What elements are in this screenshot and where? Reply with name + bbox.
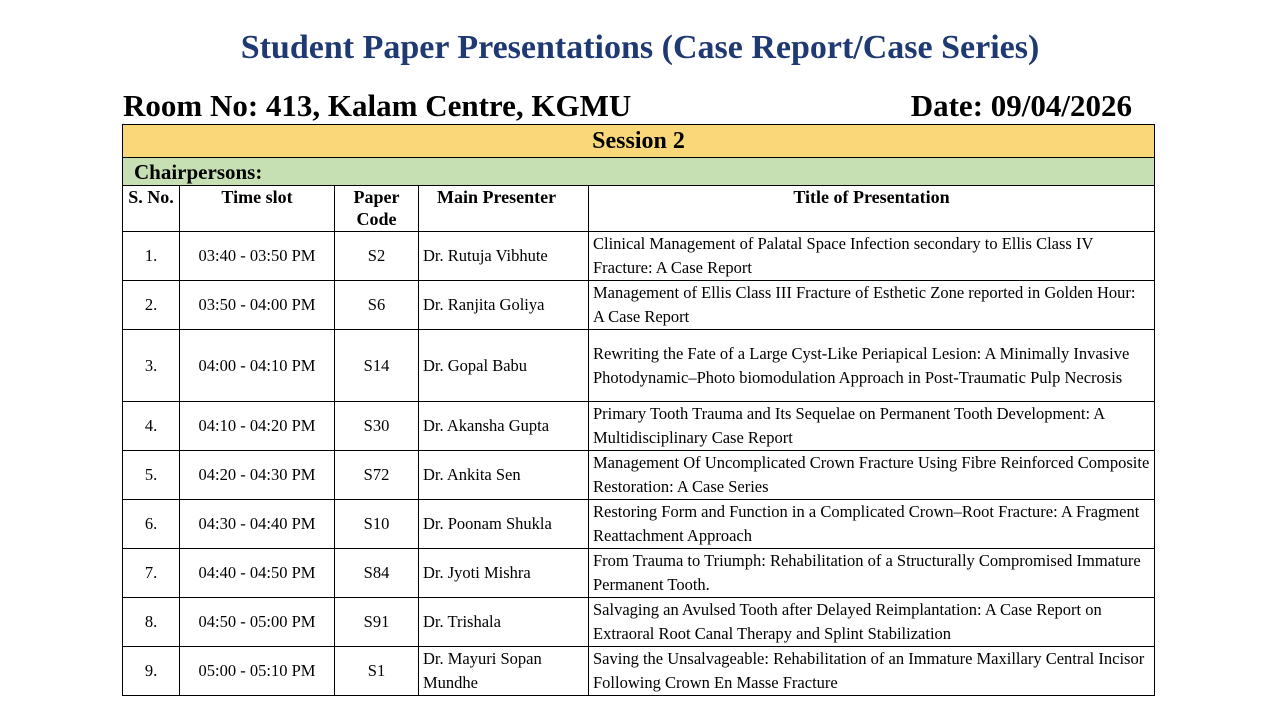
page-title: Student Paper Presentations (Case Report/Case Series) xyxy=(240,29,1040,66)
row-time: 04:20 - 04:30 PM xyxy=(180,451,335,500)
header-sno: S. No. xyxy=(123,186,180,232)
table-row xyxy=(123,451,1155,500)
table-row xyxy=(123,549,1155,598)
row-presenter: Dr. Mayuri Sopan Mundhe xyxy=(419,647,589,696)
row-sno: 3. xyxy=(123,330,180,402)
row-title: Clinical Management of Palatal Space Infection secondary to Ellis Class IV Fracture: A Case Report xyxy=(589,232,1155,281)
row-title: Management of Ellis Class III Fracture of Esthetic Zone reported in Golden Hour: A Case Report xyxy=(589,281,1155,330)
row-title: Rewriting the Fate of a Large Cyst-Like Periapical Lesion: A Minimally Invasive Photodynamic–Photo biomodulation Approach in Post-Traumatic Pulp Necrosis xyxy=(589,330,1155,402)
row-title: Management Of Uncomplicated Crown Fracture Using Fibre Reinforced Composite Restoration: A Case Series xyxy=(589,451,1155,500)
row-code: S30 xyxy=(335,402,419,451)
chairpersons-label: Chairpersons: xyxy=(123,158,1155,186)
header-presenter: Main Presenter xyxy=(419,186,589,232)
row-time: 05:00 - 05:10 PM xyxy=(180,647,335,696)
row-code: S2 xyxy=(335,232,419,281)
row-title: Saving the Unsalvageable: Rehabilitation of an Immature Maxillary Central Incisor Following Crown En Masse Fracture xyxy=(589,647,1155,696)
row-presenter: Dr. Trishala xyxy=(419,598,589,647)
row-presenter: Dr. Gopal Babu xyxy=(419,330,589,402)
row-code: S14 xyxy=(335,330,419,402)
row-sno: 9. xyxy=(123,647,180,696)
row-sno: 7. xyxy=(123,549,180,598)
row-time: 04:30 - 04:40 PM xyxy=(180,500,335,549)
row-presenter: Dr. Jyoti Mishra xyxy=(419,549,589,598)
row-title: Primary Tooth Trauma and Its Sequelae on Permanent Tooth Development: A Multidisciplinary Case Report xyxy=(589,402,1155,451)
row-sno: 5. xyxy=(123,451,180,500)
row-code: S72 xyxy=(335,451,419,500)
table-row xyxy=(123,281,1155,330)
session-row xyxy=(123,125,1155,158)
table-row xyxy=(123,647,1155,696)
row-presenter: Dr. Rutuja Vibhute xyxy=(419,232,589,281)
row-presenter: Dr. Akansha Gupta xyxy=(419,402,589,451)
row-sno: 4. xyxy=(123,402,180,451)
session-title: Session 2 xyxy=(123,125,1155,158)
schedule-table xyxy=(122,124,1155,696)
row-presenter: Dr. Ankita Sen xyxy=(419,451,589,500)
row-time: 04:00 - 04:10 PM xyxy=(180,330,335,402)
row-presenter: Dr. Ranjita Goliya xyxy=(419,281,589,330)
header-code: Paper Code xyxy=(335,186,419,232)
table-row xyxy=(123,232,1155,281)
table-header xyxy=(123,186,1155,232)
row-code: S6 xyxy=(335,281,419,330)
row-time: 04:10 - 04:20 PM xyxy=(180,402,335,451)
row-time: 03:50 - 04:00 PM xyxy=(180,281,335,330)
row-code: S10 xyxy=(335,500,419,549)
row-code: S84 xyxy=(335,549,419,598)
row-code: S91 xyxy=(335,598,419,647)
header-title: Title of Presentation xyxy=(589,186,1155,232)
row-title: From Trauma to Triumph: Rehabilitation of a Structurally Compromised Immature Permanent Tooth. xyxy=(589,549,1155,598)
row-time: 04:50 - 05:00 PM xyxy=(180,598,335,647)
row-sno: 1. xyxy=(123,232,180,281)
table-row xyxy=(123,500,1155,549)
row-presenter: Dr. Poonam Shukla xyxy=(419,500,589,549)
row-code: S1 xyxy=(335,647,419,696)
row-sno: 8. xyxy=(123,598,180,647)
row-time: 04:40 - 04:50 PM xyxy=(180,549,335,598)
table-row xyxy=(123,330,1155,402)
header-time: Time slot xyxy=(180,186,335,232)
date-info: Date: 09/04/2026 xyxy=(910,88,1132,123)
table-row xyxy=(123,598,1155,647)
row-title: Salvaging an Avulsed Tooth after Delayed Reimplantation: A Case Report on Extraoral Root Canal Therapy and Splint Stabilization xyxy=(589,598,1155,647)
row-time: 03:40 - 03:50 PM xyxy=(180,232,335,281)
table-row xyxy=(123,402,1155,451)
room-info: Room No: 413, Kalam Centre, KGMU xyxy=(123,88,632,123)
chairpersons-row xyxy=(123,158,1155,186)
row-sno: 6. xyxy=(123,500,180,549)
row-title: Restoring Form and Function in a Complicated Crown–Root Fracture: A Fragment Reattachment Approach xyxy=(589,500,1155,549)
row-sno: 2. xyxy=(123,281,180,330)
